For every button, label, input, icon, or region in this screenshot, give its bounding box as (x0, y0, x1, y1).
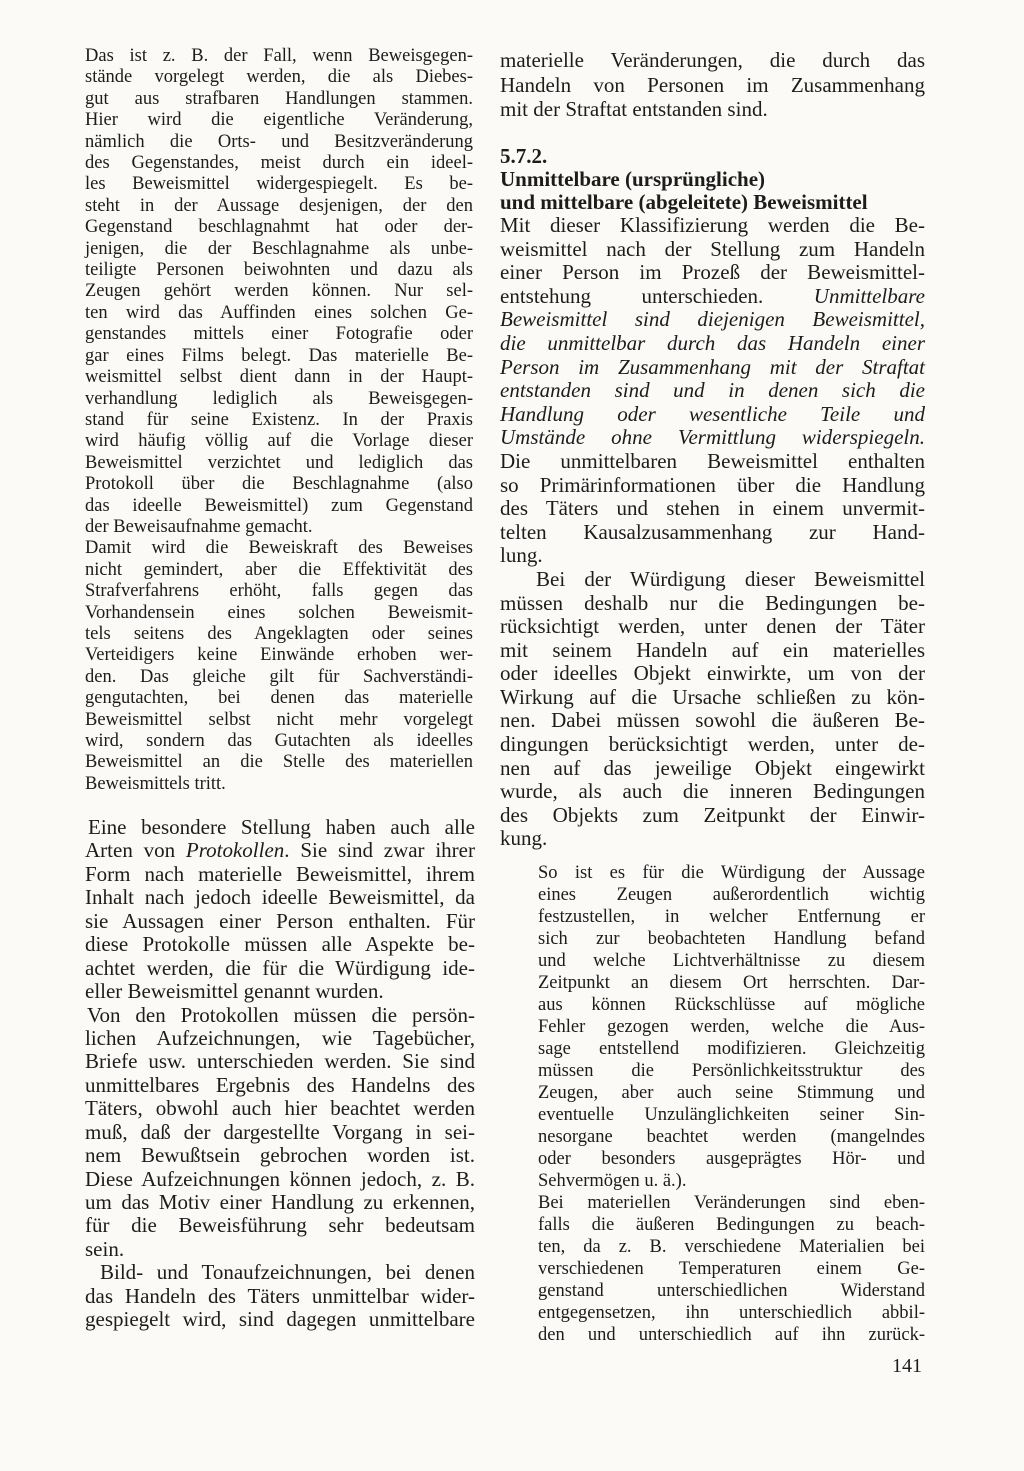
italic-text: entstanden sind und in denen sich die (500, 378, 925, 403)
text-line: jenigen, die der Beschlagnahme als unbe- (85, 238, 473, 259)
text-line: teiligte Personen beiwohnten und dazu als (85, 260, 473, 281)
text-line: einer Person im Prozeß der Beweismittel- (500, 260, 925, 285)
paragraph (500, 48, 925, 122)
text-line: rücksichtigt werden, unter denen der Täter (500, 614, 925, 639)
text-line: eventuelle Unzulänglichkeiten seiner Sin- (538, 1105, 925, 1125)
page-number: 141 (892, 1355, 922, 1377)
text-line: Briefe usw. unterschieden werden. Sie sind (85, 1049, 475, 1074)
italic-text: Umstände ohne Vermittlung widerspiegeln. (500, 425, 925, 450)
text-line: Beweismittel an die Stelle des materiellen (85, 752, 473, 773)
text-line: Sehvermögen u. ä.). (538, 1171, 687, 1191)
text-line: steht in der Aussage desjenigen, der den (85, 195, 473, 216)
text-line: kung. (500, 826, 548, 851)
text-line: eller Beweismittel genannt wurden. (85, 979, 384, 1004)
text-line (500, 379, 925, 403)
text-line: oder besonders ausgeprägtes Hör- und (538, 1149, 925, 1169)
text-line: gespiegelt wird, sind dagegen unmittelbare (85, 1307, 475, 1332)
paragraph (85, 538, 473, 795)
text-line: um das Motiv einer Handlung zu erkennen, (85, 1190, 475, 1214)
italic-text: Unmittelbare (813, 283, 925, 308)
text-line: Von den Protokollen müssen die persön- (87, 1002, 475, 1027)
text-line: Hier wird die eigentliche Veränderung, (85, 110, 473, 131)
text-line: für die Beweisführung sehr bedeutsam (85, 1213, 475, 1238)
text-line: des Täters und stehen in einem unvermit- (500, 496, 925, 521)
text-line (85, 839, 475, 862)
paragraph (85, 46, 473, 538)
text-line: Vorhandensein eines solchen Beweismit- (85, 602, 473, 623)
text-line: so Primärinformationen über die Handlung (500, 472, 925, 497)
text-line: genstand unterschiedlichen Widerstand (538, 1281, 925, 1301)
text-line: Das ist z. B. der Fall, wenn Beweisgegen- (85, 46, 473, 66)
text-line: müssen deshalb nur die Bedingungen be- (500, 590, 925, 615)
italic-text: Beweismittel sind diejenigen Beweismittel, (500, 307, 925, 332)
text-line (500, 285, 925, 309)
text-line: materielle Veränderungen, die durch das (500, 48, 925, 72)
text-line: mit der Straftat entstanden sind. (500, 97, 768, 121)
text-line: So ist es für die Würdigung der Aussage (538, 863, 925, 883)
text-line: tels seitens des Angeklagten oder seines (85, 623, 473, 644)
text-line: Wirkung auf die Ursache schließen zu kön- (500, 684, 925, 709)
text-line: lung. (500, 543, 543, 568)
text-line: weismittel nach der Stellung zum Handeln (500, 236, 925, 261)
text-line: Inhalt nach jedoch ideelle Beweismittel, da (85, 885, 475, 910)
text-line (500, 356, 925, 380)
paragraph (500, 214, 925, 568)
text-line: Protokoll über die Beschlagnahme (also (85, 474, 473, 495)
text-line: des Objekts zum Zeitpunkt der Einwir- (500, 802, 925, 827)
text-line: weismittel selbst dient dann in der Haupt- (85, 367, 473, 388)
text-line: Zeugen gehört werden können. Nur sel- (85, 281, 473, 302)
text-line: Zeugen, aber auch seine Stimmung und (538, 1083, 925, 1103)
paragraph (85, 1261, 475, 1331)
left-column-small-text (85, 46, 473, 795)
text-line: Bild- und Tonaufzeichnungen, bei denen (100, 1260, 475, 1285)
text-line: mit seinem Handeln auf ein materielles (500, 637, 925, 662)
text-line (500, 403, 925, 427)
text-line: falls die äußeren Bedingungen zu beach- (538, 1215, 925, 1235)
text-line: muß, daß der dargestellte Vorgang in sei- (85, 1119, 475, 1144)
text-line: Handeln von Personen im Zusammenhang (500, 72, 925, 97)
text-line (500, 308, 925, 332)
text-line: sich zur beobachteten Handlung befand (538, 929, 925, 949)
italic-text: Protokollen (185, 838, 285, 863)
text-line: den und unterschiedlich auf ihn zurück- (538, 1325, 925, 1345)
text-line: gut aus strafbaren Handlungen stammen. (85, 88, 473, 109)
text-line: Beweismittel verzichtet und lediglich das (85, 452, 473, 473)
paragraph (538, 1192, 925, 1346)
text-line: genstandes mittels einer Fotografie oder (85, 324, 473, 345)
text-line: wurde, als auch die inneren Bedingungen (500, 779, 925, 804)
text-line: nem Bewußtsein gebrochen worden ist. (85, 1143, 475, 1168)
text-segment: . Sie sind zwar ihrer (284, 838, 475, 863)
text-line: Fehler gezogen werden, welche die Aus- (538, 1017, 925, 1037)
text-line: aus können Rückschlüsse auf mögliche (538, 995, 925, 1015)
italic-text: die unmittelbar durch das Handeln einer (500, 330, 925, 355)
text-line: Täters, obwohl auch hier beachtet werden (85, 1096, 475, 1121)
text-line: das ideelle Beweismittel) zum Gegenstand (85, 495, 473, 516)
text-line: ten wird das Auffinden eines solchen Ge- (85, 302, 473, 323)
right-column-body-text (500, 214, 925, 851)
text-line: nicht gemindert, aber die Effektivität des (85, 559, 473, 580)
text-line: stände vorgelegt werden, die als Diebes- (85, 67, 473, 88)
text-line: nämlich die Orts- und Besitzveränderung (85, 131, 473, 152)
text-line: und welche Lichtverhältnisse zu diesem (538, 951, 925, 971)
left-column-body-text (85, 816, 475, 1332)
text-line: achtet werden, die für die Würdigung ide- (85, 955, 475, 980)
text-line: oder ideelles Objekt einwirkte, um von der (500, 661, 925, 686)
text-line: unmittelbares Ergebnis des Handelns des (85, 1072, 475, 1097)
text-line: nen. Dabei müssen sowohl die äußeren Be- (500, 708, 925, 733)
text-line: nesorgane beachtet werden (mangelndes (538, 1127, 925, 1147)
text-line: müssen die Persönlichkeitsstruktur des (538, 1061, 925, 1081)
text-line: des Gegenstandes, meist durch ein ideel- (85, 153, 473, 174)
italic-text: Handlung oder wesentliche Teile und (500, 401, 925, 426)
text-line: telten Kausalzusammenhang zur Hand- (500, 519, 925, 544)
text-line: Damit wird die Beweiskraft des Beweises (85, 538, 473, 559)
section-number: 5.7.2. (500, 144, 548, 168)
section-title: Unmittelbare (ursprüngliche) (500, 167, 766, 192)
paragraph (500, 568, 925, 851)
text-line: wird häufig völlig auf die Vorlage dieser (85, 431, 473, 452)
text-line: sie Aussagen einer Person enthalten. Für (85, 908, 475, 933)
text-line (500, 426, 925, 450)
text-line: gengutachten, bei denen das materielle (85, 688, 473, 709)
text-line (500, 332, 925, 356)
text-line: Diese Aufzeichnungen können jedoch, z. B. (85, 1166, 475, 1191)
text-line: der Beweisaufnahme gemacht. (85, 516, 313, 537)
text-line: stand für seine Existenz. In der Praxis (85, 409, 473, 430)
text-line: nen auf das jeweilige Objekt eingewirkt (500, 755, 925, 780)
text-line: Bei der Würdigung dieser Beweismittel (536, 566, 925, 591)
text-line: Die unmittelbaren Beweismittel enthalten (500, 448, 925, 473)
right-column-continuation (500, 48, 925, 122)
text-line: Verteidigers keine Einwände erhoben wer- (85, 645, 473, 666)
text-line: dingungen berücksichtigt werden, unter de- (500, 732, 925, 757)
text-line: wird, sondern das Gutachten als ideelles (85, 731, 473, 751)
text-line: Gegenstand beschlagnahmt hat oder der- (85, 217, 473, 238)
text-line: ten, da z. B. verschiedene Materialien bei (538, 1237, 925, 1257)
text-segment: entstehung unterschieden. (500, 283, 814, 308)
text-line: festzustellen, in welcher Entfernung er (538, 907, 925, 927)
text-line: sein. (85, 1236, 125, 1261)
paragraph (85, 816, 475, 1004)
text-line: das Handeln des Täters unmittelbar wider- (85, 1283, 475, 1308)
text-line: eines Zeugen außerordentlich wichtig (538, 885, 925, 905)
text-line: Form nach materielle Beweismittel, ihrem (85, 861, 475, 886)
section-title: und mittelbare (abgeleitete) Beweismittel (500, 190, 868, 215)
section-heading (500, 145, 925, 215)
paragraph (85, 1004, 475, 1262)
text-line: Beweismittel selbst nicht mehr vorgelegt (85, 709, 473, 730)
text-line: Bei materiellen Veränderungen sind eben- (538, 1193, 925, 1213)
text-line: verhandlung lediglich als Beweisgegen- (85, 388, 473, 409)
text-line: Beweismittels tritt. (85, 773, 226, 794)
text-line: diese Protokolle müssen alle Aspekte be- (85, 932, 475, 957)
text-line: gar eines Films belegt. Das materielle Be- (85, 345, 473, 366)
italic-text: Person im Zusammenhang mit der Straftat (500, 354, 925, 379)
text-line: entgegensetzen, ihn unterschiedlich abbil- (538, 1303, 925, 1323)
text-line: verschiedenen Temperaturen einem Ge- (538, 1259, 925, 1279)
text-line: Strafverfahrens erhöht, falls gegen das (85, 581, 473, 602)
text-line: sage entstellend modifizieren. Gleichzeitig (538, 1039, 925, 1059)
text-line: den. Das gleiche gilt für Sachverständi- (85, 666, 473, 687)
text-line: les Beweismittel widergespiegelt. Es be- (85, 174, 473, 195)
text-line: Zeitpunkt an diesem Ort herrschten. Dar- (538, 973, 925, 993)
text-line: Eine besondere Stellung haben auch alle (88, 815, 475, 839)
text-segment: Arten von (85, 838, 186, 863)
right-column-example-text (538, 862, 925, 1346)
paragraph (538, 862, 925, 1192)
text-line: Mit dieser Klassifizierung werden die Be- (500, 213, 925, 237)
text-line: lichen Aufzeichnungen, wie Tagebücher, (85, 1025, 475, 1050)
